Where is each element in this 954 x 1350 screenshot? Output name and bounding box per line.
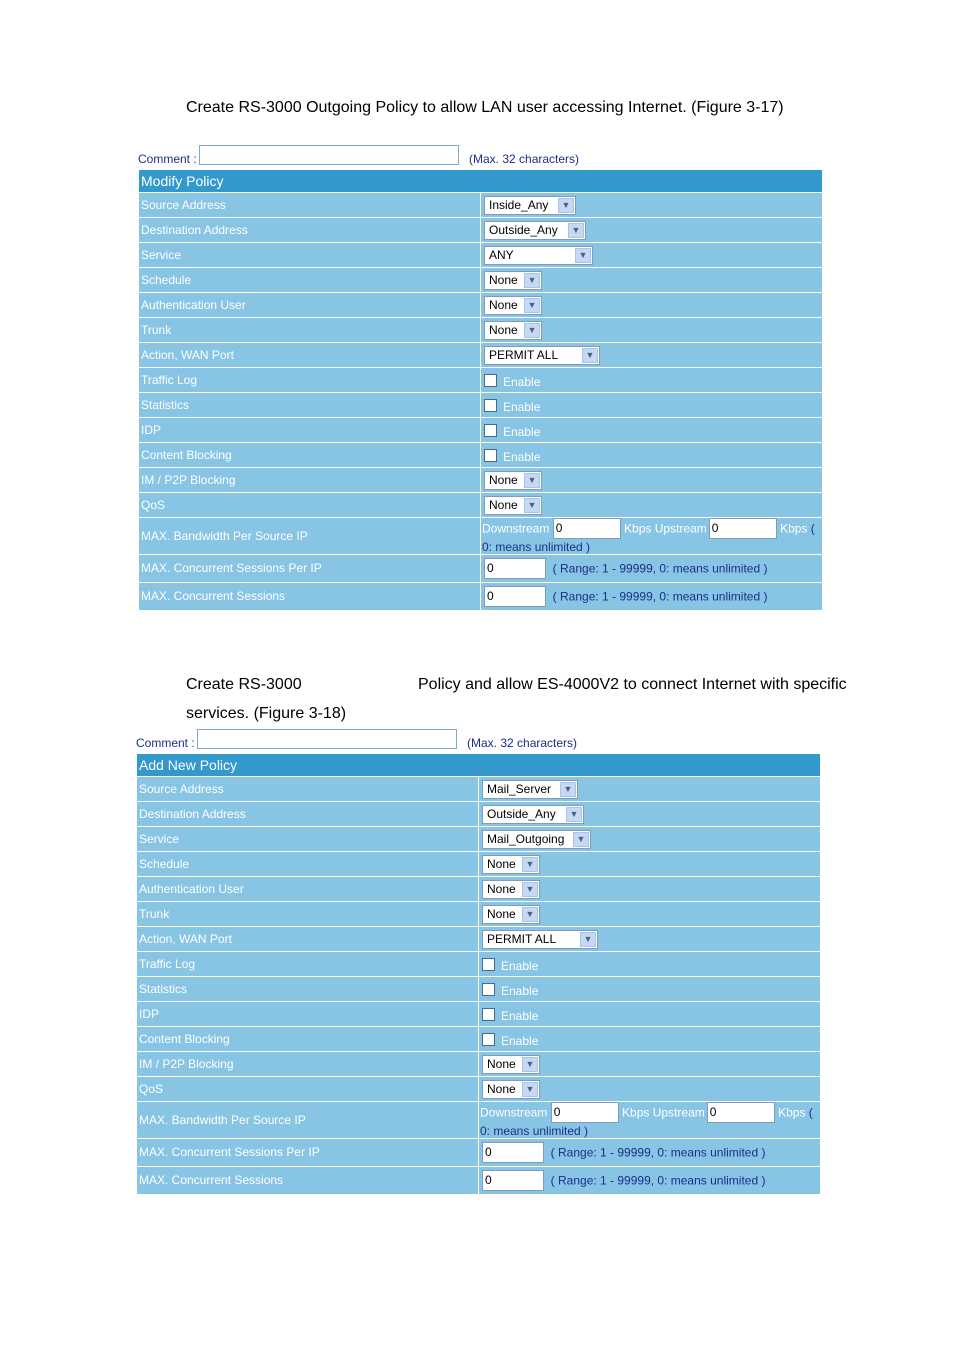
content-blocking-checkbox[interactable] bbox=[484, 449, 497, 462]
statistics-checkbox[interactable] bbox=[484, 399, 497, 412]
idp-label: IDP bbox=[137, 1002, 479, 1027]
source-address-select[interactable]: Inside_Any ▼ bbox=[484, 196, 576, 215]
intro-paragraph-1: Create RS-3000 Outgoing Policy to allow LAN user accessing Internet. (Figure 3-17) bbox=[186, 99, 784, 116]
action-label: Action, WAN Port bbox=[139, 343, 481, 368]
traffic-log-checkbox[interactable] bbox=[482, 958, 495, 971]
add-new-policy-form bbox=[136, 729, 821, 1195]
service-select[interactable]: ANY ▼ bbox=[484, 246, 593, 265]
action-label: Action, WAN Port bbox=[137, 927, 479, 952]
idp-label: IDP bbox=[139, 418, 481, 443]
upstream-label: Kbps Upstream bbox=[624, 521, 707, 536]
modify-policy-form bbox=[138, 145, 823, 611]
chevron-down-icon: ▼ bbox=[580, 932, 596, 947]
policy-table bbox=[136, 753, 821, 1195]
policy-title: Add New Policy bbox=[137, 754, 821, 777]
qos-select[interactable]: None ▼ bbox=[484, 496, 542, 515]
bandwidth-note: ( 0: means unlimited ) bbox=[482, 521, 815, 554]
statistics-enable-label: Enable bbox=[501, 984, 539, 999]
comment-label: Comment : bbox=[138, 152, 197, 166]
sessions-per-ip-note: ( Range: 1 - 99999, 0: means unlimited ) bbox=[552, 561, 768, 576]
chevron-down-icon: ▼ bbox=[524, 473, 540, 488]
bandwidth-label: MAX. Bandwidth Per Source IP bbox=[137, 1102, 479, 1139]
chevron-down-icon: ▼ bbox=[524, 273, 540, 288]
schedule-label: Schedule bbox=[139, 268, 481, 293]
schedule-label: Schedule bbox=[137, 852, 479, 877]
destination-address-label: Destination Address bbox=[139, 218, 481, 243]
idp-checkbox[interactable] bbox=[482, 1008, 495, 1021]
downstream-label: Downstream bbox=[480, 1105, 548, 1120]
chevron-down-icon: ▼ bbox=[566, 807, 582, 822]
sessions-label: MAX. Concurrent Sessions bbox=[139, 582, 481, 610]
schedule-select[interactable]: None ▼ bbox=[482, 855, 540, 874]
im-p2p-label: IM / P2P Blocking bbox=[139, 468, 481, 493]
traffic-log-enable-label: Enable bbox=[501, 959, 539, 974]
traffic-log-label: Traffic Log bbox=[137, 952, 479, 977]
sessions-per-ip-label: MAX. Concurrent Sessions Per IP bbox=[137, 1138, 479, 1166]
sessions-per-ip-label: MAX. Concurrent Sessions Per IP bbox=[139, 554, 481, 582]
policy-table bbox=[138, 169, 823, 611]
downstream-label: Downstream bbox=[482, 521, 550, 536]
sessions-label: MAX. Concurrent Sessions bbox=[137, 1166, 479, 1194]
qos-label: QoS bbox=[137, 1077, 479, 1102]
chevron-down-icon: ▼ bbox=[558, 198, 574, 213]
comment-note: (Max. 32 characters) bbox=[467, 736, 578, 750]
trunk-label: Trunk bbox=[139, 318, 481, 343]
chevron-down-icon: ▼ bbox=[522, 882, 538, 897]
comment-input[interactable] bbox=[199, 145, 459, 165]
comment-input[interactable] bbox=[197, 729, 457, 749]
intro-paragraph-2a: Create RS-3000 bbox=[186, 676, 302, 693]
sessions-note: ( Range: 1 - 99999, 0: means unlimited ) bbox=[552, 589, 768, 604]
action-select[interactable]: PERMIT ALL ▼ bbox=[484, 346, 600, 365]
chevron-down-icon: ▼ bbox=[573, 832, 589, 847]
comment-note: (Max. 32 characters) bbox=[469, 152, 580, 166]
downstream-input[interactable]: 0 bbox=[551, 1102, 619, 1123]
upstream-input[interactable]: 0 bbox=[709, 518, 777, 539]
service-label: Service bbox=[137, 827, 479, 852]
content-blocking-label: Content Blocking bbox=[139, 443, 481, 468]
trunk-select[interactable]: None ▼ bbox=[482, 905, 540, 924]
bandwidth-note: ( 0: means unlimited ) bbox=[480, 1105, 813, 1138]
im-p2p-select[interactable]: None ▼ bbox=[482, 1055, 540, 1074]
schedule-select[interactable]: None ▼ bbox=[484, 271, 542, 290]
idp-enable-label: Enable bbox=[503, 425, 541, 440]
idp-checkbox[interactable] bbox=[484, 424, 497, 437]
trunk-select[interactable]: None ▼ bbox=[484, 321, 542, 340]
destination-address-select[interactable]: Outside_Any ▼ bbox=[484, 221, 586, 240]
content-blocking-enable-label: Enable bbox=[503, 450, 541, 465]
auth-user-label: Authentication User bbox=[137, 877, 479, 902]
statistics-checkbox[interactable] bbox=[482, 983, 495, 996]
traffic-log-checkbox[interactable] bbox=[484, 374, 497, 387]
chevron-down-icon: ▼ bbox=[568, 223, 584, 238]
comment-row bbox=[136, 729, 821, 753]
trunk-label: Trunk bbox=[137, 902, 479, 927]
traffic-log-label: Traffic Log bbox=[139, 368, 481, 393]
im-p2p-select[interactable]: None ▼ bbox=[484, 471, 542, 490]
source-address-label: Source Address bbox=[137, 777, 479, 802]
statistics-label: Statistics bbox=[139, 393, 481, 418]
kbps-unit: Kbps bbox=[778, 1105, 806, 1120]
bandwidth-label: MAX. Bandwidth Per Source IP bbox=[139, 518, 481, 555]
comment-row bbox=[138, 145, 823, 169]
service-select[interactable]: Mail_Outgoing ▼ bbox=[482, 830, 591, 849]
source-address-label: Source Address bbox=[139, 193, 481, 218]
qos-select[interactable]: None ▼ bbox=[482, 1080, 540, 1099]
chevron-down-icon: ▼ bbox=[522, 907, 538, 922]
policy-title: Modify Policy bbox=[139, 170, 823, 193]
kbps-unit: Kbps bbox=[780, 521, 808, 536]
downstream-input[interactable]: 0 bbox=[553, 518, 621, 539]
auth-user-select[interactable]: None ▼ bbox=[482, 880, 540, 899]
content-blocking-label: Content Blocking bbox=[137, 1027, 479, 1052]
service-label: Service bbox=[139, 243, 481, 268]
upstream-label: Kbps Upstream bbox=[622, 1105, 705, 1120]
statistics-enable-label: Enable bbox=[503, 400, 541, 415]
chevron-down-icon: ▼ bbox=[522, 857, 538, 872]
content-blocking-enable-label: Enable bbox=[501, 1034, 539, 1049]
statistics-label: Statistics bbox=[137, 977, 479, 1002]
traffic-log-enable-label: Enable bbox=[503, 375, 541, 390]
sessions-per-ip-input[interactable]: 0 bbox=[484, 558, 546, 579]
upstream-input[interactable]: 0 bbox=[707, 1102, 775, 1123]
chevron-down-icon: ▼ bbox=[582, 348, 598, 363]
chevron-down-icon: ▼ bbox=[575, 248, 591, 263]
destination-address-select[interactable]: Outside_Any ▼ bbox=[482, 805, 584, 824]
sessions-input[interactable]: 0 bbox=[484, 586, 546, 607]
sessions-input[interactable]: 0 bbox=[482, 1170, 544, 1191]
action-select[interactable]: PERMIT ALL ▼ bbox=[482, 930, 598, 949]
auth-user-label: Authentication User bbox=[139, 293, 481, 318]
content-blocking-checkbox[interactable] bbox=[482, 1033, 495, 1046]
sessions-per-ip-input[interactable]: 0 bbox=[482, 1142, 544, 1163]
chevron-down-icon: ▼ bbox=[560, 782, 576, 797]
auth-user-select[interactable]: None ▼ bbox=[484, 296, 542, 315]
chevron-down-icon: ▼ bbox=[524, 323, 540, 338]
sessions-per-ip-note: ( Range: 1 - 99999, 0: means unlimited ) bbox=[550, 1145, 766, 1160]
sessions-note: ( Range: 1 - 99999, 0: means unlimited ) bbox=[550, 1173, 766, 1188]
chevron-down-icon: ▼ bbox=[522, 1082, 538, 1097]
qos-label: QoS bbox=[139, 493, 481, 518]
chevron-down-icon: ▼ bbox=[524, 498, 540, 513]
destination-address-label: Destination Address bbox=[137, 802, 479, 827]
source-address-select[interactable]: Mail_Server ▼ bbox=[482, 780, 578, 799]
intro-paragraph-2b: Policy and allow ES-4000V2 to connect Internet with specific bbox=[418, 676, 847, 693]
idp-enable-label: Enable bbox=[501, 1009, 539, 1024]
comment-label: Comment : bbox=[136, 736, 195, 750]
chevron-down-icon: ▼ bbox=[524, 298, 540, 313]
chevron-down-icon: ▼ bbox=[522, 1057, 538, 1072]
im-p2p-label: IM / P2P Blocking bbox=[137, 1052, 479, 1077]
intro-paragraph-2c: services. (Figure 3-18) bbox=[186, 705, 347, 722]
